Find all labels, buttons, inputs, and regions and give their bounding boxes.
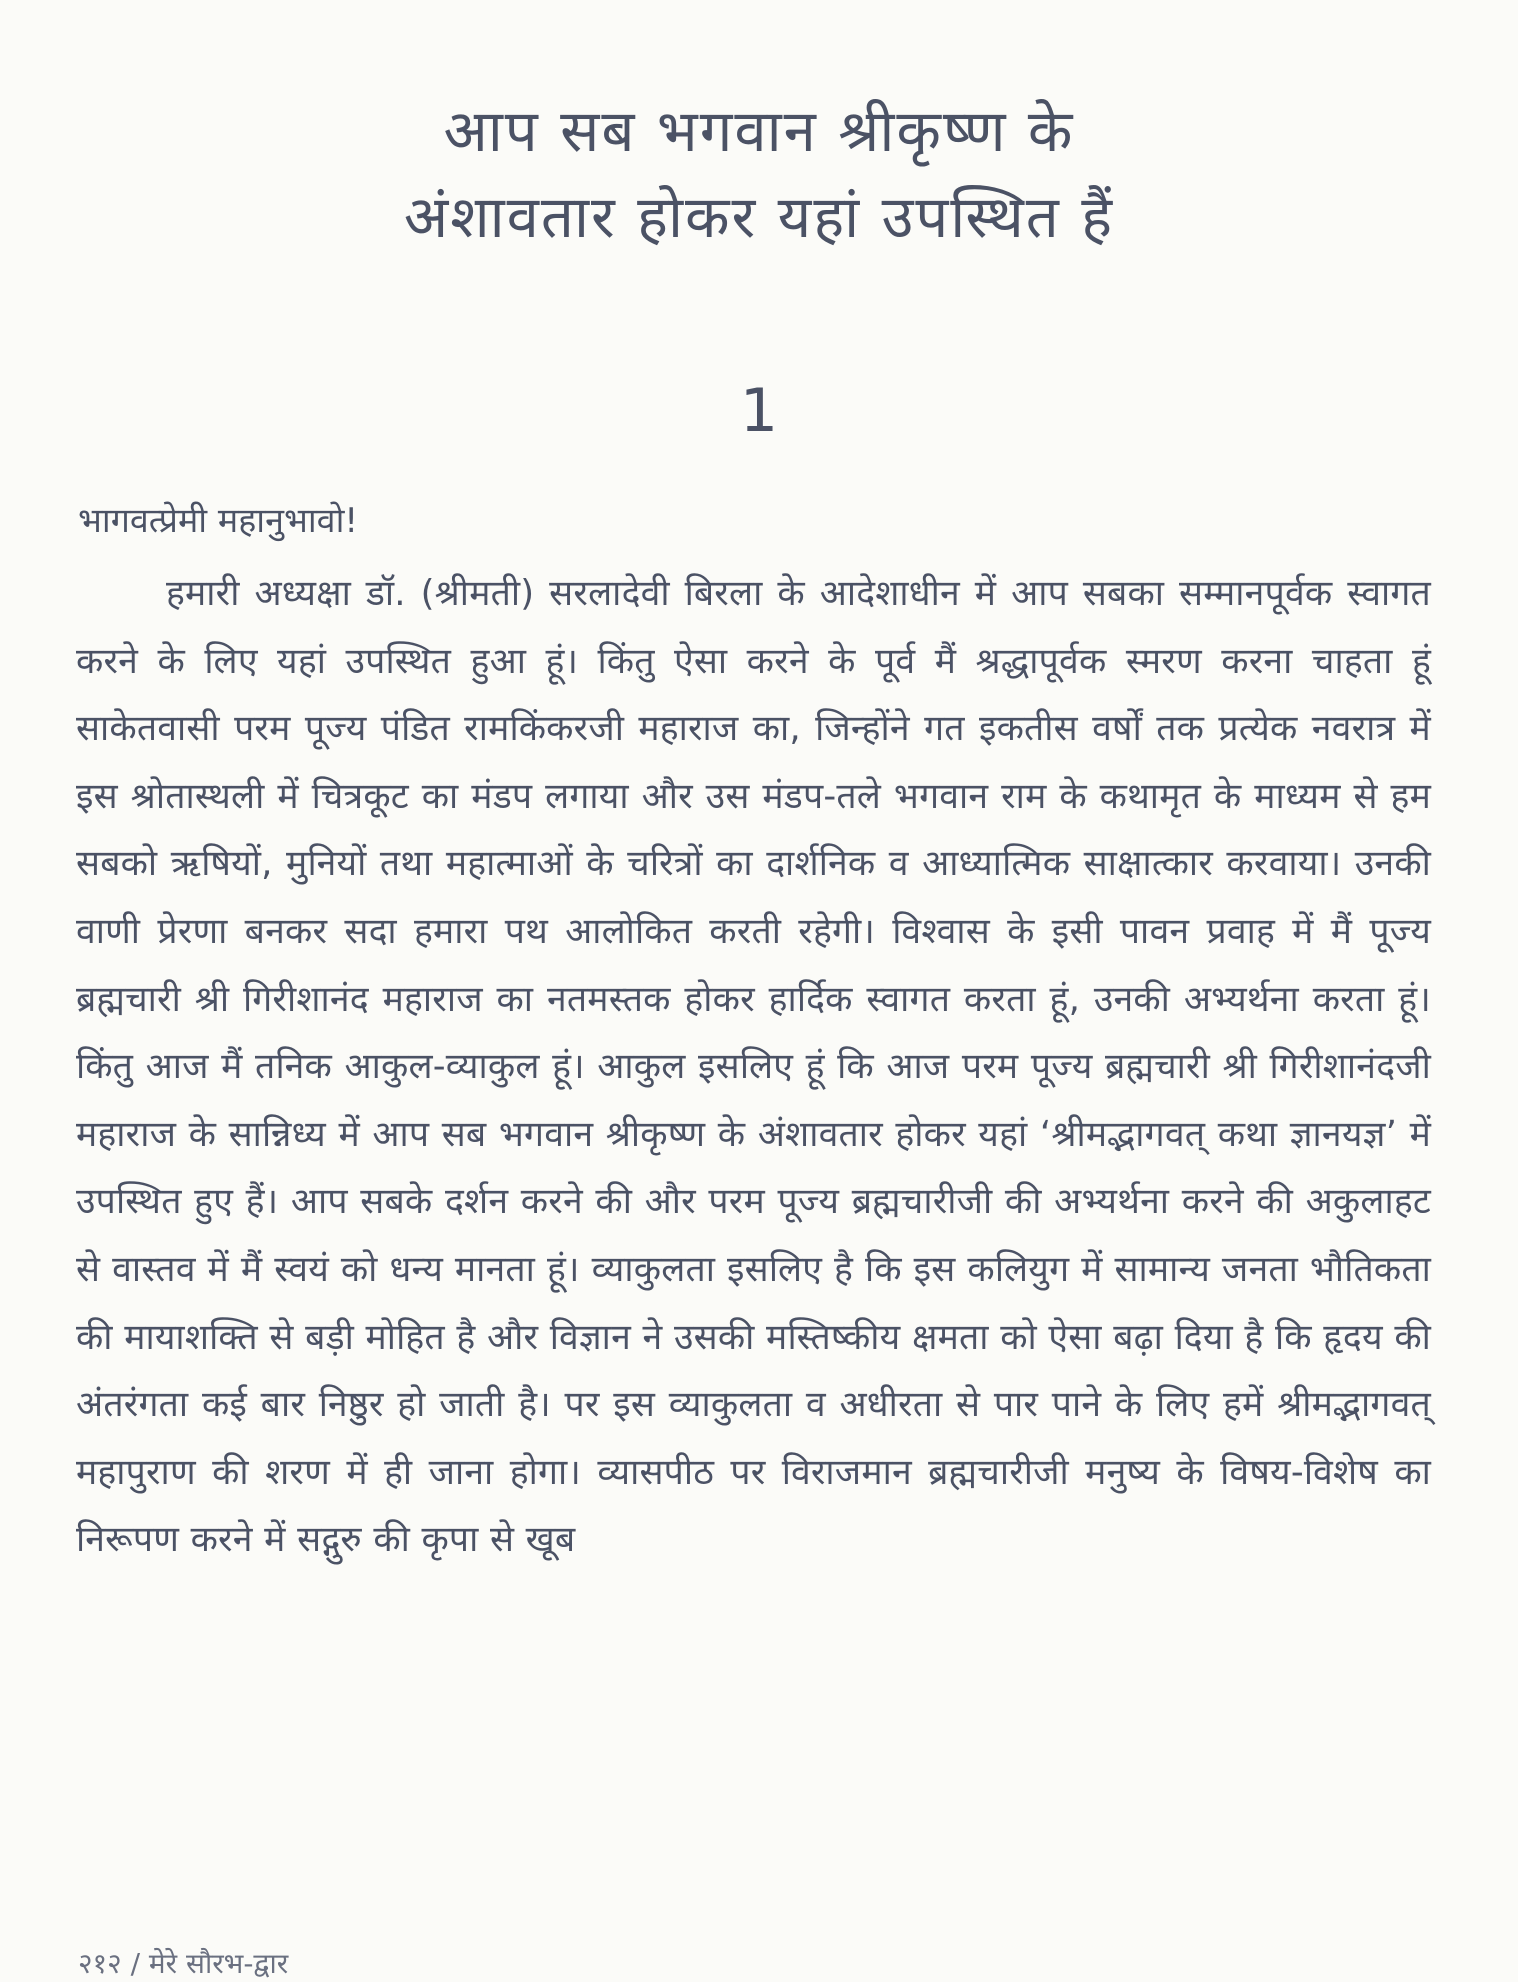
chapter-title [120, 88, 1398, 260]
chapter-number: 1 [739, 376, 779, 446]
body-paragraph: हमारी अध्यक्षा डॉ. (श्रीमती) सरलादेवी बिरला के आदेशाधीन में आप सबका सम्मानपूर्वक स्वागत करने के लिए यहां उपस्थित हुआ हूं। किंतु ऐसा करने के पूर्व मैं श्रद्धापूर्वक स्मरण करना चाहता हूं साकेतवासी परम पूज्य पंडित रामकिंकरजी महाराज का, जिन्होंने गत इकतीस वर्षों तक प्रत्येक नवरात्र में इस श्रोतास्थली में चित्रकूट का मंडप लगाया और उस मंडप-तले भगवान राम के कथामृत के माध्यम से हम सबको ऋषियों, मुनियों तथा महात्माओं के चरित्रों का दार्शनिक व आध्यात्मिक साक्षात्कार करवाया। उनकी वाणी प्रेरणा बनकर सदा हमारा पथ आलोकित करती रहेगी। विश्वास के इसी पावन प्रवाह में मैं पूज्य ब्रह्मचारी श्री गिरीशानंद महाराज का नतमस्तक होकर हार्दिक स्वागत करता हूं, उनकी अभ्यर्थना करता हूं। किंतु आज मैं तनिक आकुल-व्याकुल हूं। आकुल इसलिए हूं कि आज परम पूज्य ब्रह्मचारी श्री गिरीशानंदजी महाराज के सान्निध्य में आप सब भगवान श्रीकृष्ण के अंशावतार होकर यहां ‘श्रीमद्भागवत् कथा ज्ञानयज्ञ’ में उपस्थित हुए हैं। आप सबके दर्शन करने की और परम पूज्य ब्रह्मचारीजी की अभ्यर्थना करने की अकुलाहट से वास्तव में मैं स्वयं को धन्य मानता हूं। व्याकुलता इसलिए है कि इस कलियुग में सामान्य जनता भौतिकता की मायाशक्ति से बड़ी मोहित है और विज्ञान ने उसकी मस्तिष्कीय क्षमता को ऐसा बढ़ा दिया है कि हृदय की अंतरंगता कई बार निष्ठुर हो जाती है। पर इस व्याकुलता व अधीरता से पार पाने के लिए हमें श्रीमद्भागवत् महापुराण की शरण में ही जाना होगा। व्यासपीठ पर विराजमान ब्रह्मचारीजी मनुष्य के विषय-विशेष का निरूपण करने में सद्गुरु की कृपा से खूब [76, 573, 1431, 1561]
chapter-title-line-1: आप सब भगवान श्रीकृष्ण के [443, 97, 1075, 165]
salutation: भागवत्प्रेमी महानुभावो! [78, 501, 359, 541]
chapter-title-line-2: अंशावतार होकर यहां उपस्थित हैं [403, 183, 1115, 251]
page-footer: २१२ / मेरे सौरभ-द्वार [78, 1947, 289, 1980]
